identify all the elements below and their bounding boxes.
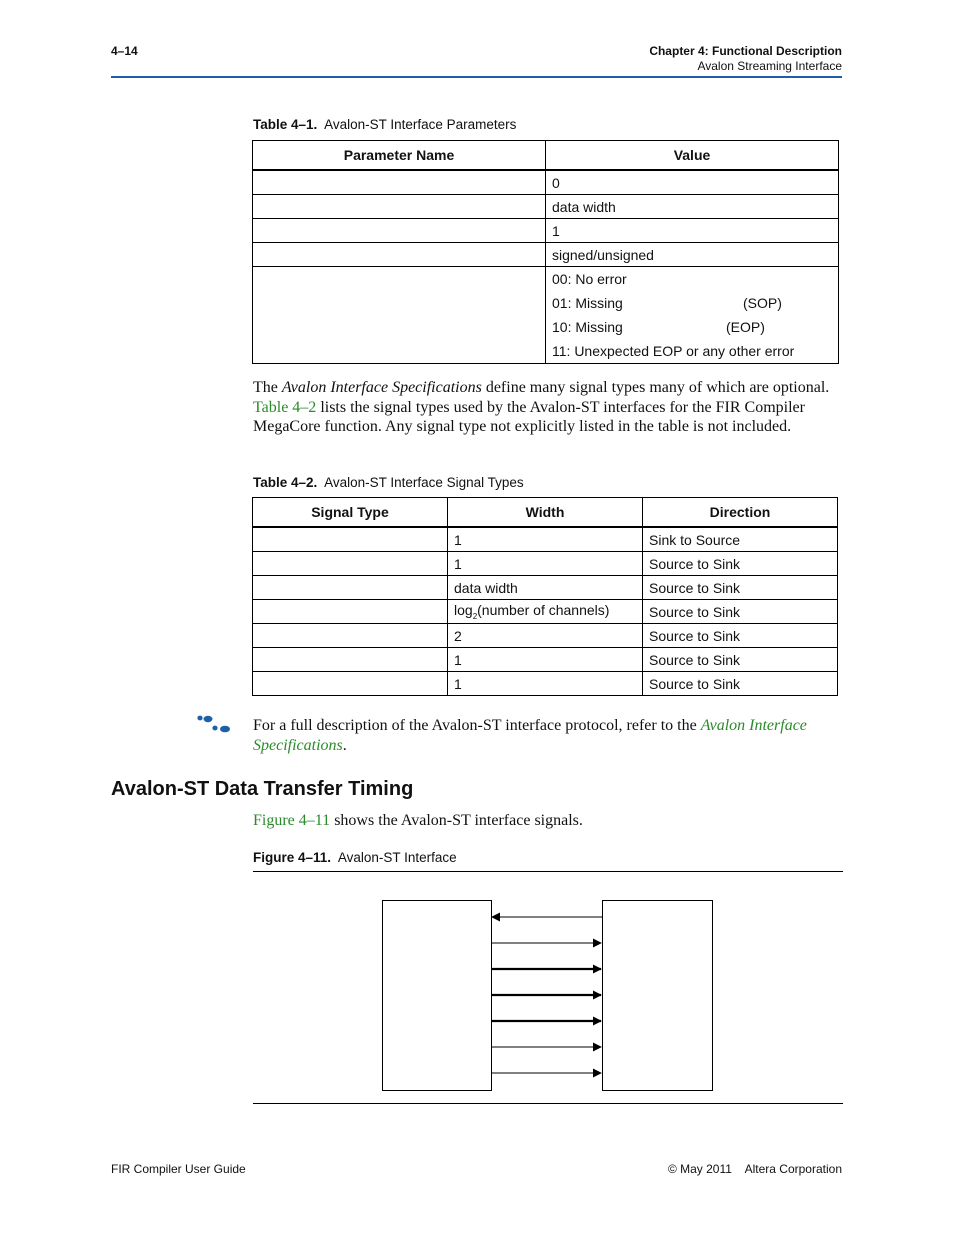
param-value-cell: data width xyxy=(546,195,839,219)
table-row xyxy=(253,267,839,364)
width-cell: 1 xyxy=(448,552,643,576)
paragraph-text: define many signal types many of which are optional. xyxy=(481,379,830,396)
table-row xyxy=(253,600,838,624)
table-row xyxy=(253,624,838,648)
figure-caption-label: Figure 4–11. xyxy=(253,850,332,865)
param-name-cell xyxy=(253,219,546,243)
signal-type-cell xyxy=(253,552,448,576)
signal-types-table xyxy=(252,497,838,696)
signal-type-cell xyxy=(253,576,448,600)
param-name-cell xyxy=(253,243,546,267)
table-row xyxy=(253,672,838,696)
section-heading: Avalon-ST Data Transfer Timing xyxy=(111,778,414,800)
param-name-cell xyxy=(253,267,546,364)
signal-type-cell xyxy=(253,600,448,624)
column-header: Parameter Name xyxy=(253,141,546,171)
table-row xyxy=(253,170,839,195)
running-header xyxy=(649,44,842,74)
page-number: 4–14 xyxy=(111,44,138,58)
note-text: . xyxy=(342,736,347,754)
table-header-row xyxy=(253,498,838,528)
avalon-st-diagram xyxy=(370,892,730,1102)
column-header: Width xyxy=(448,498,643,528)
figure-caption xyxy=(253,850,457,865)
table2-caption-label: Table 4–2. xyxy=(253,475,318,490)
width-text: log xyxy=(454,602,473,619)
source-block xyxy=(603,901,713,1091)
table1-caption-label: Table 4–1. xyxy=(253,117,318,132)
figure-intro-paragraph xyxy=(253,811,583,831)
note-paragraph xyxy=(253,716,839,755)
signal-type-cell xyxy=(253,672,448,696)
spec-link[interactable]: Avalon Interface Specifications xyxy=(253,717,807,754)
width-subscript: 2 xyxy=(472,611,478,621)
direction-cell: Source to Sink xyxy=(643,624,838,648)
table2-caption xyxy=(253,475,524,490)
param-name-cell xyxy=(253,170,546,195)
direction-cell: Source to Sink xyxy=(643,552,838,576)
table1-caption-text: Avalon-ST Interface Parameters xyxy=(324,117,517,132)
error-line xyxy=(552,315,838,339)
error-line xyxy=(552,291,838,315)
figure-reference-link[interactable]: Figure 4–11 xyxy=(253,812,331,829)
table-row xyxy=(253,195,839,219)
error-code-suffix: (SOP) xyxy=(743,295,782,311)
param-value-cell: 1 xyxy=(546,219,839,243)
error-code-suffix: (EOP) xyxy=(726,319,765,335)
param-value-cell: signed/unsigned xyxy=(546,243,839,267)
signal-type-cell xyxy=(253,527,448,552)
table-row xyxy=(253,243,839,267)
error-code-text: 11: Unexpected EOP or any other error xyxy=(552,343,795,359)
table-row xyxy=(253,527,838,552)
error-line xyxy=(552,267,838,291)
error-code-text: 10: Missing xyxy=(552,319,623,335)
column-header: Signal Type xyxy=(253,498,448,528)
signal-arrows xyxy=(491,917,602,1073)
table-row xyxy=(253,648,838,672)
width-cell: 1 xyxy=(448,527,643,552)
width-cell xyxy=(448,600,643,624)
width-cell: 2 xyxy=(448,624,643,648)
footer-date: © May 2011 xyxy=(667,1162,732,1176)
table-row xyxy=(253,219,839,243)
note-text: For a full description of the Avalon-ST interface protocol, refer to the xyxy=(253,717,701,734)
paragraph-text: shows the Avalon-ST interface signals. xyxy=(330,812,583,829)
error-code-text: 00: No error xyxy=(552,271,627,287)
error-line xyxy=(552,339,838,363)
table-reference-link[interactable]: Table 4–2 xyxy=(253,398,317,416)
width-cell: 1 xyxy=(448,672,643,696)
error-code-text: 01: Missing xyxy=(552,295,623,311)
header-rule xyxy=(111,76,842,78)
direction-cell: Sink to Source xyxy=(643,527,838,552)
direction-cell: Source to Sink xyxy=(643,648,838,672)
table-header-row xyxy=(253,141,839,171)
footprint-icon xyxy=(196,714,234,734)
width-cell: data width xyxy=(448,576,643,600)
footer-company: Altera Corporation xyxy=(744,1162,842,1176)
spec-title-italic: Avalon Interface Specifications xyxy=(281,379,482,396)
section-title-header: Avalon Streaming Interface xyxy=(697,59,842,73)
signal-type-cell xyxy=(253,624,448,648)
param-name-cell xyxy=(253,195,546,219)
error-values-cell xyxy=(546,267,839,364)
body-paragraph xyxy=(253,378,839,437)
table1-caption xyxy=(253,117,516,132)
paragraph-text: lists the signal types used by the Avalon-ST interfaces for the FIR Compiler MegaCore function. Any signal type not explicitly listed in the table is not included. xyxy=(253,398,805,435)
paragraph-text: The xyxy=(253,379,282,396)
footer-title: FIR Compiler User Guide xyxy=(111,1162,246,1176)
footer-right xyxy=(668,1162,842,1176)
width-text: (number of channels) xyxy=(477,602,610,619)
direction-cell: Source to Sink xyxy=(643,672,838,696)
signal-type-cell xyxy=(253,648,448,672)
figure-bottom-rule xyxy=(253,1103,843,1104)
param-value-cell: 0 xyxy=(546,170,839,195)
column-header: Value xyxy=(546,141,839,171)
column-header: Direction xyxy=(643,498,838,528)
direction-cell: Source to Sink xyxy=(643,600,838,624)
figure-caption-text: Avalon-ST Interface xyxy=(337,850,457,865)
chapter-title: Chapter 4: Functional Description xyxy=(649,44,842,58)
table-row xyxy=(253,576,838,600)
sink-block xyxy=(383,901,492,1091)
parameters-table xyxy=(252,140,839,364)
table-row xyxy=(253,552,838,576)
direction-cell: Source to Sink xyxy=(643,576,838,600)
figure-top-rule xyxy=(253,871,843,872)
width-cell: 1 xyxy=(448,648,643,672)
table2-caption-text: Avalon-ST Interface Signal Types xyxy=(324,475,524,490)
